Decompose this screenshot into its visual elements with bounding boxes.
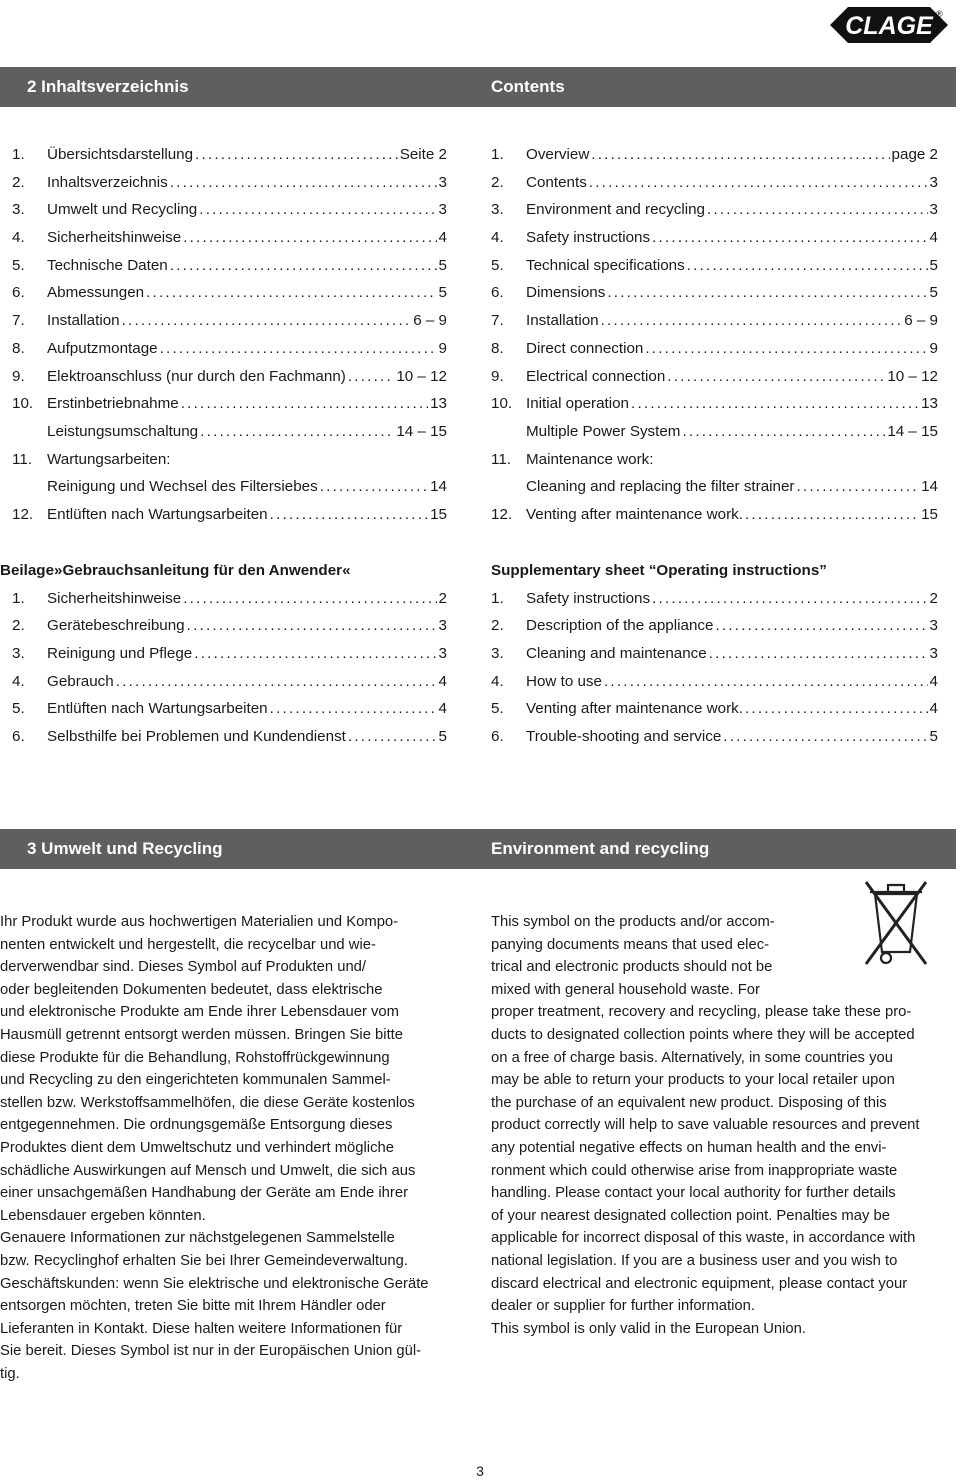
toc-leader-dots bbox=[607, 279, 927, 307]
page-number: 3 bbox=[476, 1463, 484, 1479]
toc-entry-label: Installation bbox=[526, 312, 599, 330]
body-line: und Recycling zu den eingerichteten kommunalen Sammel- bbox=[0, 1072, 391, 1089]
body-line: applicable for incorrect disposal of this waste, in accordance with bbox=[491, 1230, 916, 1247]
toc-entry-number: 10. bbox=[491, 395, 513, 413]
toc-entry-label: Overview bbox=[526, 146, 590, 163]
toc-entry-number: 7. bbox=[12, 312, 25, 330]
toc-entry bbox=[491, 501, 938, 529]
toc-entry-page: 2 bbox=[929, 589, 938, 607]
toc-entry-label: Dimensions bbox=[526, 284, 606, 302]
body-line: entgegennehmen. Die ordnungsgemäße Entsorgung dieses bbox=[0, 1117, 393, 1134]
body-line: oder begleitenden Dokumenten bedeutet, dass elektrische bbox=[0, 981, 383, 998]
body-line: of your nearest designated collection point. Penalties may be bbox=[491, 1207, 890, 1224]
toc-entry-page: 4 bbox=[929, 700, 938, 718]
toc-leader-dots bbox=[116, 668, 437, 696]
toc-entry bbox=[491, 279, 938, 307]
toc-entry-number: 4. bbox=[12, 229, 25, 247]
toc-leader-dots bbox=[591, 141, 889, 169]
toc-entry-number: 3. bbox=[12, 201, 25, 219]
toc-entry bbox=[491, 612, 938, 640]
body-line: Geschäftskunden: wenn Sie elektrische und elektronische Geräte bbox=[0, 1275, 429, 1292]
toc-entry bbox=[491, 252, 938, 280]
toc-entry bbox=[12, 585, 447, 613]
toc-german bbox=[12, 141, 447, 529]
toc-entry-label: Selbsthilfe bei Problemen und Kundendienst bbox=[47, 728, 346, 746]
toc-entry bbox=[491, 585, 938, 613]
toc-entry-page: 5 bbox=[438, 284, 447, 302]
toc-leader-dots bbox=[195, 141, 398, 169]
toc-english bbox=[491, 141, 938, 529]
toc-entry-label: Entlüften nach Wartungsarbeiten bbox=[47, 700, 268, 718]
toc-leader-dots bbox=[604, 668, 928, 696]
body-line: Lieferanten in Kontakt. Diese halten weitere Informationen für bbox=[0, 1320, 403, 1337]
toc-entry bbox=[12, 640, 447, 668]
toc-entry bbox=[12, 695, 447, 723]
toc-entry bbox=[12, 141, 447, 169]
body-line: the purchase of an equivalent new product. Disposing of this bbox=[491, 1094, 887, 1111]
toc-entry-label: Installation bbox=[47, 312, 120, 330]
toc-leader-dots bbox=[745, 501, 919, 529]
toc-entry-number: 3. bbox=[12, 645, 25, 663]
toc-entry-number: 4. bbox=[12, 672, 25, 690]
body-line: handling. Please contact your local authority for further details bbox=[491, 1185, 896, 1202]
toc-entry-page: 3 bbox=[929, 617, 938, 635]
body-line: proper treatment, recovery and recycling, please take these pro- bbox=[491, 1004, 912, 1021]
section-2-title-de: 2 Inhaltsverzeichnis bbox=[27, 77, 189, 96]
body-line: This symbol on the products and/or accom- bbox=[491, 914, 775, 930]
toc-entry-label: How to use bbox=[526, 672, 602, 690]
toc-entry bbox=[491, 224, 938, 252]
toc-leader-dots bbox=[146, 279, 436, 307]
toc-entry-number: 9. bbox=[491, 367, 504, 385]
toc-entry-label: Inhaltsverzeichnis bbox=[47, 173, 168, 191]
toc-entry bbox=[491, 363, 938, 391]
toc-leader-dots bbox=[160, 335, 437, 363]
toc-entry-number: 2. bbox=[12, 617, 25, 635]
toc-entry bbox=[12, 501, 447, 529]
toc-entry-label: Initial operation bbox=[526, 395, 630, 413]
toc-entry-label: Maintenance work: bbox=[526, 450, 654, 468]
toc-leader-dots bbox=[667, 363, 885, 391]
toc-entry bbox=[491, 473, 938, 501]
body-line: entsorgen möchten, treten Sie bitte mit Ihrem Händler oder bbox=[0, 1298, 386, 1315]
toc-entry bbox=[491, 668, 938, 696]
toc-entry-page: 5 bbox=[929, 256, 938, 274]
toc-entry-label: Aufputzmontage bbox=[47, 339, 158, 357]
toc-entry-page: 5 bbox=[929, 728, 938, 746]
toc-entry bbox=[12, 612, 447, 640]
toc-entry-page: 9 bbox=[929, 339, 938, 357]
toc-entry bbox=[12, 169, 447, 197]
body-text-german bbox=[0, 911, 470, 1385]
body-line: Hausmüll getrennt entsorgt werden müssen. Bringen Sie bitte bbox=[0, 1026, 404, 1043]
toc-entry-page: 5 bbox=[929, 284, 938, 302]
toc-entry-page: 15 bbox=[921, 505, 938, 523]
toc-entry bbox=[491, 695, 938, 723]
toc-entry-label: Wartungsarbeiten: bbox=[47, 450, 171, 468]
toc-leader-dots bbox=[796, 473, 919, 501]
toc-entry-page: 13 bbox=[430, 395, 447, 413]
toc-leader-dots bbox=[270, 501, 428, 529]
toc-entry-page: 14 – 15 bbox=[396, 422, 447, 440]
toc-entry-number: 1. bbox=[491, 146, 504, 163]
body-line: Produktes dient dem Umweltschutz und verhindert mögliche bbox=[0, 1139, 394, 1156]
toc-entry-label: Cleaning and maintenance bbox=[526, 645, 707, 663]
toc-leader-dots bbox=[170, 252, 437, 280]
toc-entry-number: 10. bbox=[12, 395, 34, 413]
toc-entry-number: 5. bbox=[12, 700, 25, 718]
section-2-title-en: Contents bbox=[491, 77, 565, 96]
section-3-header bbox=[0, 829, 956, 869]
toc-entry-label: Abmessungen bbox=[47, 284, 145, 302]
body-line: derverwendbar sind. Dieses Symbol auf Produkten und/ bbox=[0, 959, 367, 976]
body-line: Sie bereit. Dieses Symbol ist nur in der Europäischen Union gül- bbox=[0, 1343, 422, 1360]
logo-registered-mark: ® bbox=[936, 9, 943, 19]
toc-entry bbox=[12, 196, 447, 224]
toc-entry-page: 2 bbox=[438, 589, 447, 607]
toc-entry-label: Elektroanschluss (nur durch den Fachmann) bbox=[47, 367, 346, 385]
body-line: on a free of charge basis. Alternatively, in some countries you bbox=[491, 1049, 893, 1066]
toc-entry bbox=[491, 141, 938, 169]
section-3-title-de: 3 Umwelt und Recycling bbox=[27, 839, 223, 858]
toc-entry-number: 2. bbox=[491, 617, 504, 635]
toc-leader-dots bbox=[707, 196, 928, 224]
toc-entry-page: 5 bbox=[438, 256, 447, 274]
body-line: any potential negative effects on human health and the envi- bbox=[491, 1139, 887, 1156]
toc-entry-label: Multiple Power System bbox=[526, 422, 681, 440]
toc-entry-number: 5. bbox=[491, 700, 504, 718]
toc-entry bbox=[12, 279, 447, 307]
toc-entry-page: 4 bbox=[929, 672, 938, 690]
toc-entry-number: 6. bbox=[12, 284, 25, 302]
toc-leader-dots bbox=[170, 169, 437, 197]
toc-entry-number: 5. bbox=[491, 256, 504, 274]
body-line: discard electrical and electronic equipment, please contact your bbox=[491, 1275, 908, 1292]
body-line: mixed with general household waste. For bbox=[491, 981, 760, 998]
toc-entry-number: 6. bbox=[12, 728, 25, 746]
toc-entry-label: Safety instructions bbox=[526, 589, 651, 607]
toc-entry bbox=[491, 723, 938, 751]
toc-entry-number: 8. bbox=[12, 339, 25, 357]
toc-entry bbox=[491, 418, 938, 446]
toc-entry-label: Reinigung und Pflege bbox=[47, 645, 193, 663]
toc-entry bbox=[491, 169, 938, 197]
toc-entry-label: Sicherheitshinweise bbox=[47, 229, 182, 247]
toc-entry-label: Sicherheitshinweise bbox=[47, 589, 182, 607]
toc-entry-number: 7. bbox=[491, 312, 504, 330]
body-line: trical and electronic products should not be bbox=[491, 959, 773, 976]
toc-leader-dots bbox=[183, 585, 436, 613]
toc-leader-dots bbox=[183, 224, 436, 252]
toc-entry-label: Technische Daten bbox=[47, 256, 168, 274]
toc-leader-dots bbox=[200, 418, 394, 446]
body-line: stellen bzw. Werkstoffsammelhöfen, die diese Geräte kostenlos bbox=[0, 1094, 415, 1111]
toc-entry-number: 11. bbox=[491, 450, 511, 468]
toc-entry bbox=[12, 723, 447, 751]
toc-leader-dots bbox=[320, 473, 428, 501]
toc-entry-number: 1. bbox=[12, 146, 25, 163]
toc-entry-label: Reinigung und Wechsel des Filtersiebes bbox=[47, 478, 318, 496]
body-line: ronment which could otherwise arise from inappropriate waste bbox=[491, 1162, 898, 1179]
supplement-title-en: Supplementary sheet “Operating instructions” bbox=[491, 562, 827, 579]
toc-entry bbox=[12, 668, 447, 696]
toc-entry-page: 3 bbox=[438, 173, 447, 191]
body-line: schädliche Auswirkungen auf Mensch und Umwelt, die sich aus bbox=[0, 1162, 416, 1179]
toc-leader-dots bbox=[601, 307, 903, 335]
toc-entry-page: 9 bbox=[438, 339, 447, 357]
toc-entry bbox=[12, 307, 447, 335]
toc-entry-page: 10 – 12 bbox=[887, 367, 938, 385]
toc-leader-dots bbox=[270, 695, 437, 723]
toc-entry-page: page 2 bbox=[891, 146, 938, 163]
toc-entry bbox=[12, 418, 447, 446]
toc-entry-page: 14 bbox=[921, 478, 938, 496]
body-line: national legislation. If you are a business user and you wish to bbox=[491, 1252, 898, 1269]
body-line: bzw. Recyclinghof erhalten Sie bei Ihrer Gemeindeverwaltung. bbox=[0, 1252, 408, 1269]
toc-entry bbox=[12, 224, 447, 252]
toc-entry-page: 6 – 9 bbox=[904, 312, 938, 330]
toc-entry-page: 3 bbox=[929, 645, 938, 663]
toc-entry bbox=[12, 390, 447, 418]
section-3-title-en: Environment and recycling bbox=[491, 839, 710, 858]
toc-entry-number: 8. bbox=[491, 339, 504, 357]
toc-entry-number: 9. bbox=[12, 367, 25, 385]
clage-logo bbox=[818, 4, 950, 46]
toc-entry-page: 4 bbox=[438, 700, 447, 718]
toc-entry-number: 5. bbox=[12, 256, 25, 274]
toc-entry-label: Gebrauch bbox=[47, 672, 114, 690]
toc-entry bbox=[491, 307, 938, 335]
toc-entry-label: Leistungsumschaltung bbox=[47, 422, 199, 440]
body-line: panying documents means that used elec- bbox=[491, 936, 770, 953]
toc-entry-page: 6 – 9 bbox=[413, 312, 447, 330]
toc-entry-page: 3 bbox=[438, 201, 447, 219]
supplement-english bbox=[491, 557, 938, 751]
toc-entry-label: Entlüften nach Wartungsarbeiten bbox=[47, 505, 268, 523]
toc-leader-dots bbox=[715, 612, 927, 640]
toc-leader-dots bbox=[187, 612, 437, 640]
toc-entry-page: 3 bbox=[438, 617, 447, 635]
toc-entry-page: 14 – 15 bbox=[887, 422, 938, 440]
toc-leader-dots bbox=[652, 585, 927, 613]
toc-entry-number: 11. bbox=[12, 450, 32, 468]
body-line: may be able to return your products to your local retailer upon bbox=[491, 1072, 895, 1089]
toc-entry-page: 3 bbox=[438, 645, 447, 663]
toc-entry-number: 12. bbox=[491, 505, 513, 523]
toc-entry-number: 3. bbox=[491, 201, 504, 219]
toc-entry-number: 12. bbox=[12, 505, 34, 523]
toc-entry bbox=[491, 335, 938, 363]
toc-leader-dots bbox=[348, 723, 437, 751]
toc-entry-label: Übersichtsdarstellung bbox=[47, 146, 194, 163]
toc-leader-dots bbox=[122, 307, 412, 335]
toc-entry bbox=[491, 196, 938, 224]
body-line: This symbol is only valid in the European Union. bbox=[491, 1320, 807, 1337]
logo-text: CLAGE bbox=[845, 12, 933, 40]
section-2-header bbox=[0, 67, 956, 107]
body-line: und elektronische Produkte am Ende ihrer Lebensdauer vom bbox=[0, 1004, 399, 1021]
toc-entry bbox=[12, 252, 447, 280]
supplement-german bbox=[0, 557, 447, 751]
toc-leader-dots bbox=[687, 252, 928, 280]
body-line: einer unsachgemäßen Handhabung der Geräte am Ende ihrer bbox=[0, 1185, 408, 1202]
toc-entry-page: 3 bbox=[929, 173, 938, 191]
toc-leader-dots bbox=[199, 196, 436, 224]
toc-entry-number: 1. bbox=[491, 589, 504, 607]
toc-entry-number: 3. bbox=[491, 645, 504, 663]
toc-entry-number: 6. bbox=[491, 284, 504, 302]
toc-entry-label: Description of the appliance bbox=[526, 617, 714, 635]
toc-leader-dots bbox=[709, 640, 928, 668]
toc-entry-number: 4. bbox=[491, 672, 504, 690]
toc-entry-page: 14 bbox=[430, 478, 447, 496]
toc-entry-label: Erstinbetriebnahme bbox=[47, 395, 179, 413]
toc-entry-label: Gerätebeschreibung bbox=[47, 617, 185, 635]
toc-leader-dots bbox=[745, 695, 928, 723]
toc-entry-label: Contents bbox=[526, 173, 587, 191]
toc-entry-label: Safety instructions bbox=[526, 229, 651, 247]
toc-entry bbox=[12, 335, 447, 363]
toc-entry-number: 2. bbox=[491, 173, 504, 191]
body-line: Ihr Produkt wurde aus hochwertigen Materialien und Kompo- bbox=[0, 914, 399, 930]
toc-entry-number: 4. bbox=[491, 229, 504, 247]
toc-entry-page: 4 bbox=[438, 672, 447, 690]
toc-entry-page: 4 bbox=[438, 229, 447, 247]
toc-entry-label: Trouble-shooting and service bbox=[526, 728, 722, 746]
toc-entry-page: 10 – 12 bbox=[396, 367, 447, 385]
body-line: Genauere Informationen zur nächstgelegenen Sammelstelle bbox=[0, 1230, 395, 1247]
toc-entry bbox=[12, 363, 447, 391]
toc-leader-dots bbox=[631, 390, 919, 418]
toc-entry-number: 2. bbox=[12, 173, 25, 191]
body-line: product correctly will help to save valuable resources and prevent bbox=[491, 1117, 920, 1134]
supplement-title-de: Beilage»Gebrauchsanleitung für den Anwender« bbox=[0, 562, 351, 579]
toc-entry-label: Venting after maintenance work. bbox=[526, 700, 743, 718]
body-text-english bbox=[491, 911, 953, 1340]
body-line: nenten entwickelt und hergestellt, die recycelbar und wie- bbox=[0, 936, 376, 953]
toc-entry-page: 5 bbox=[438, 728, 447, 746]
toc-entry-page: 3 bbox=[929, 201, 938, 219]
toc-entry-number: 1. bbox=[12, 589, 25, 607]
toc-leader-dots bbox=[181, 390, 428, 418]
toc-entry-page: Seite 2 bbox=[399, 146, 447, 163]
toc-leader-dots bbox=[194, 640, 436, 668]
toc-leader-dots bbox=[589, 169, 928, 197]
toc-entry-page: 4 bbox=[929, 229, 938, 247]
body-line: diese Produkte für die Behandlung, Rohstoffrückgewinnung bbox=[0, 1049, 390, 1066]
toc-entry-label: Electrical connection bbox=[526, 367, 666, 385]
toc-entry bbox=[12, 446, 447, 474]
body-line: tig. bbox=[0, 1365, 20, 1382]
toc-entry-label: Umwelt und Recycling bbox=[47, 201, 198, 219]
body-line: dealer or supplier for further information. bbox=[491, 1298, 756, 1315]
toc-entry-page: 15 bbox=[430, 505, 447, 523]
toc-entry-label: Direct connection bbox=[526, 339, 644, 357]
toc-entry bbox=[12, 473, 447, 501]
toc-entry-number: 6. bbox=[491, 728, 504, 746]
body-line: Lebensdauer ergeben könnten. bbox=[0, 1207, 206, 1224]
toc-entry-label: Venting after maintenance work. bbox=[526, 505, 743, 523]
body-line: ducts to designated collection points where they will be accepted bbox=[491, 1026, 915, 1043]
toc-entry-label: Cleaning and replacing the filter strainer bbox=[526, 478, 795, 496]
toc-leader-dots bbox=[682, 418, 885, 446]
toc-entry bbox=[491, 446, 938, 474]
toc-entry-label: Technical specifications bbox=[526, 256, 685, 274]
toc-entry bbox=[491, 390, 938, 418]
toc-leader-dots bbox=[652, 224, 927, 252]
toc-leader-dots bbox=[723, 723, 927, 751]
toc-entry-page: 13 bbox=[921, 395, 938, 413]
toc-entry bbox=[491, 640, 938, 668]
toc-leader-dots bbox=[348, 363, 394, 391]
toc-leader-dots bbox=[645, 335, 927, 363]
toc-entry-label: Environment and recycling bbox=[526, 201, 705, 219]
